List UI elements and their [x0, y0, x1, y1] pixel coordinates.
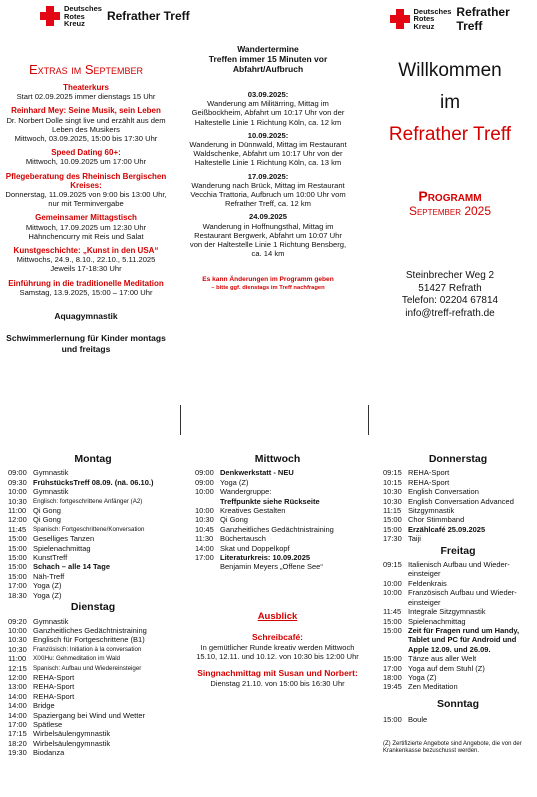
schedule-row — [8, 654, 178, 663]
schedule-row — [383, 664, 533, 673]
schedule-time: 15:00 — [8, 562, 27, 572]
extras-event — [4, 83, 168, 101]
extras-event — [4, 148, 168, 166]
extras-event-detail: Dr. Norbert Dolle singt live und erzählt aus dem Leben des Musikers — [6, 115, 166, 134]
schedule-time: 09:00 — [195, 477, 214, 487]
schedule-row — [383, 654, 533, 663]
schedule-row — [383, 468, 533, 477]
schedule-activity: REHA-Sport — [408, 477, 450, 487]
schedule-activity: KunstTreff — [33, 553, 68, 563]
wander-section — [188, 44, 348, 292]
extras-event-detail: Mittwoch, 10.09.2025 um 17:00 Uhr — [25, 157, 147, 167]
schedule-row — [8, 626, 178, 635]
extras-event-detail: Mittwoch, 17.09.2025 um 12:30 Uhr — [25, 222, 147, 232]
schedule-middle — [195, 455, 360, 688]
extras-event-detail: Mittwochs, 24.9., 8.10., 22.10., 5.11.2025 — [16, 255, 156, 265]
schedule-time: 11:15 — [383, 506, 402, 516]
schedule-row — [383, 673, 533, 682]
schedule-row — [383, 588, 533, 607]
day-heading-montag: Montag — [74, 453, 112, 465]
schedule-activity: Qi Gong — [33, 506, 61, 516]
schedule-row — [383, 560, 533, 579]
schedule-activity: Englisch: fortgeschrittene Anfänger (A2) — [33, 497, 143, 505]
schedule-activity: Yoga auf dem Stuhl (Z) — [408, 663, 485, 673]
extras-event — [4, 172, 168, 209]
extras-event-detail: Jeweils 17-18:30 Uhr — [50, 264, 122, 274]
schedule-time: 19:30 — [8, 748, 27, 758]
schedule-row — [383, 497, 533, 506]
schedule-time: 11:00 — [8, 506, 27, 516]
schedule-time: 17:30 — [383, 534, 402, 544]
schedule-activity: Taiji — [408, 534, 421, 544]
schedule-time: 14:00 — [8, 691, 27, 701]
schedule-activity: Französisch: Initiation à la conversation — [33, 645, 142, 653]
day-heading-freitag: Freitag — [440, 544, 476, 557]
extras-event-title: Theaterkurs — [63, 83, 109, 92]
extras-event-detail: Samstag, 13.9.2025, 15:00 – 17:00 Uhr — [19, 287, 153, 297]
extras-event — [4, 279, 168, 297]
schedule-activity: Skat und Doppelkopf — [220, 543, 290, 553]
schedule-row — [383, 506, 533, 515]
extras-event — [4, 246, 168, 274]
schedule-time: 12:15 — [8, 663, 27, 673]
drk-wordmark: Deutsches Rotes Kreuz — [413, 6, 452, 31]
schedule-time: 12:00 — [8, 672, 27, 682]
drk-logo-right — [390, 5, 537, 33]
schedule-time: 15:00 — [8, 553, 27, 563]
cover-section — [370, 60, 530, 320]
schedule-activity: REHA-Sport — [33, 672, 75, 682]
schedule-row — [8, 701, 178, 710]
schedule-activity: Treffpunkte siehe Rückseite — [220, 496, 320, 506]
extras-section — [4, 62, 168, 355]
schedule-activity: English Conversation Advanced — [408, 496, 514, 506]
schedule-activity: Chor Stimmband — [408, 515, 465, 525]
schedule-time: 10:00 — [8, 487, 27, 497]
schedule-activity: Italienisch Aufbau und Wieder-einsteiger — [408, 560, 510, 579]
ausblick-item-text: In gemütlicher Runde kreativ werden Mittwoch 15.10, 12.11. und 10.12. von 10:30 bis 12:00 Uhr — [196, 642, 359, 662]
schedule-time: 17:00 — [383, 663, 402, 673]
schedule-left — [8, 455, 178, 758]
column-divider — [368, 405, 369, 435]
schedule-row — [383, 617, 533, 626]
schedule-time: 15:00 — [383, 524, 402, 534]
schedule-time: 15:00 — [8, 534, 27, 544]
schedule-row — [195, 478, 360, 487]
schedule-row — [195, 562, 360, 571]
schedule-activity: Zen Meditation — [408, 682, 458, 692]
ausblick-title: Ausblick — [257, 610, 298, 622]
schedule-activity: Ganzheitliches Gedächtnistraining — [33, 625, 147, 635]
schedule-time: 10:00 — [383, 588, 402, 598]
schedule-time: 09:15 — [383, 560, 402, 570]
schedule-activity: Benjamin Meyers „Offene See“ — [220, 562, 323, 572]
schedule-activity: Schach – alle 14 Tage — [33, 562, 110, 572]
schedule-row — [8, 487, 178, 496]
extras-event-detail: Mittwoch, 03.09.2025, 15:00 bis 17:30 Uhr — [14, 134, 158, 144]
schedule-activity: Literaturkreis: 10.09.2025 — [220, 553, 311, 563]
schedule-time: 09:00 — [195, 468, 214, 478]
schedule-activity: Zeit für Fragen rund um Handy, Tablet und PC für Android und Apple 12.09. und 26.09. — [408, 625, 520, 654]
schedule-row — [383, 682, 533, 691]
extras-event-detail: Donnerstag, 11.09.2025 von 9:00 bis 13:00 Uhr, nur mit Terminvergabe — [5, 190, 167, 209]
schedule-activity: Ganzheitliches Gedächtnistraining — [220, 524, 334, 534]
schedule-time: 18:20 — [8, 738, 27, 748]
column-divider — [180, 405, 181, 435]
month-title: September 2025 — [408, 204, 492, 218]
schedule-activity: FrühstücksTreff 08.09. (nä. 06.10.) — [33, 477, 154, 487]
schedule-time: 15:00 — [383, 715, 402, 725]
schedule-time: 18:30 — [8, 590, 27, 600]
schedule-activity: Denkwerkstatt - NEU — [220, 468, 294, 478]
schedule-row — [8, 572, 178, 581]
schedule-row — [8, 562, 178, 571]
schedule-time: 09:15 — [383, 468, 402, 478]
schedule-activity: Spanisch: Aufbau und Wiedereinsteiger — [33, 664, 142, 672]
schedule-time — [195, 562, 220, 571]
schedule-time: 10:15 — [383, 477, 402, 487]
schedule-activity: Wandergruppe: — [220, 487, 272, 497]
schedule-row — [195, 497, 360, 506]
schedule-time: 19:45 — [383, 682, 402, 692]
day-heading-dienstag: Dienstag — [70, 601, 116, 614]
extras-event-detail: Hähnchencurry mit Reis und Salat — [28, 231, 144, 241]
schedule-time: 18:00 — [383, 672, 402, 682]
schedule-activity: Wirbelsäulengymnastik — [33, 729, 111, 739]
wander-item — [188, 131, 348, 168]
schedule-row — [383, 579, 533, 588]
schedule-time: 15:00 — [383, 616, 402, 626]
schedule-activity: Büchertausch — [220, 534, 266, 544]
schedule-row — [195, 534, 360, 543]
schedule-activity: Wirbelsäulengymnastik — [33, 738, 111, 748]
schedule-time: 09:30 — [8, 477, 27, 487]
schedule-activity: Erzählcafé 25.09.2025 — [408, 524, 486, 534]
wander-title: Wandertermine — [237, 44, 299, 54]
schedule-activity: REHA-Sport — [408, 468, 450, 478]
schedule-activity: Qi Gong — [220, 515, 248, 525]
schedule-activity: REHA-Sport — [33, 691, 75, 701]
ausblick-section — [195, 612, 360, 688]
schedule-time — [195, 497, 220, 506]
wander-subtitle: Treffen immer 15 Minuten vor Abfahrt/Aufbruch — [208, 54, 328, 74]
schedule-time: 17:00 — [195, 553, 214, 563]
schedule-activity: Näh-Treff — [33, 571, 65, 581]
extras-event-title: Gemeinsamer Mittagstisch — [35, 213, 137, 223]
certified-footnote: (Z) Zertifizierte Angebote sind Angebote, die von der Krankenkasse bezuschusst werden. — [383, 740, 522, 755]
schedule-row — [195, 506, 360, 515]
brand-name: Refrather Treff — [456, 5, 510, 33]
schedule-time: 11:00 — [8, 654, 27, 664]
schedule-row — [8, 591, 178, 600]
schedule-activity: Sitzgymnastik — [408, 506, 455, 516]
program-change-note: Es kann Änderungen im Programm geben – bitte ggf. dienstags im Treff nachfragen — [202, 276, 334, 292]
place-name: Refrather Treff — [388, 124, 512, 145]
schedule-time: 15:00 — [383, 625, 402, 635]
schedule-activity: Kreatives Gestalten — [220, 506, 286, 516]
schedule-time: 10:00 — [383, 578, 402, 588]
schedule-row — [195, 525, 360, 534]
schedule-row — [8, 581, 178, 590]
schedule-row — [8, 673, 178, 682]
wander-description: Wanderung am Militärring, Mittag im Geißbockheim, Abfahrt um 10:17 Uhr von der Haltestelle Linie 1 Richtung Köln, ca. 12 km — [191, 99, 345, 127]
drk-wordmark: Deutsches Rotes Kreuz — [64, 4, 102, 28]
schedule-row — [8, 729, 178, 738]
schedule-time: 11:45 — [383, 607, 402, 617]
ausblick-item-title: Singnachmittag mit Susan und Norbert: — [197, 667, 358, 678]
wander-date: 10.09.2025: — [247, 130, 289, 140]
schedule-row — [8, 617, 178, 626]
schedule-time: 10:30 — [8, 635, 27, 645]
schedule-row — [383, 534, 533, 543]
schedule-row — [195, 553, 360, 562]
schedule-activity: Yoga (Z) — [33, 581, 62, 591]
schedule-row — [8, 739, 178, 748]
schedule-time: 10:30 — [195, 515, 214, 525]
red-cross-icon — [40, 6, 60, 26]
schedule-activity: Yoga (Z) — [33, 590, 62, 600]
schedule-time: 10:30 — [8, 496, 27, 506]
address-block: Steinbrecher Weg 2 51427 Refrath Telefon: 02204 67814 info@treff-refrath.de — [401, 270, 499, 319]
schedule-row — [8, 544, 178, 553]
wander-description: Wanderung in Hoffnungsthal, Mittag im Restaurant Bergwerk, Abfahrt um 10:07 Uhr von der Haltestelle Linie 1 Richtung Bensberg, ca. 14 km — [189, 221, 347, 259]
schedule-activity: Französisch Aufbau und Wieder-einsteiger — [408, 588, 517, 607]
schedule-row — [383, 487, 533, 496]
schedule-row — [8, 468, 178, 477]
extras-event-title: Kunstgeschichte: „Kunst in den USA“ — [13, 246, 159, 256]
red-cross-icon — [390, 9, 409, 29]
extras-event-title: Speed Dating 60+: — [51, 148, 121, 158]
day-heading-sonntag: Sonntag — [437, 697, 479, 710]
schedule-row — [8, 553, 178, 562]
schedule-time: 11:45 — [8, 524, 27, 534]
schedule-time: 14:00 — [8, 710, 27, 720]
schedule-row — [8, 525, 178, 534]
schedule-row — [8, 515, 178, 524]
schedule-time: 11:30 — [195, 534, 214, 544]
wander-date: 03.09.2025: — [247, 90, 289, 99]
schedule-time: 15:00 — [8, 571, 27, 581]
aqua-label: Aquagymnastik — [54, 311, 118, 322]
schedule-activity: Integrale Sitzgymnastik — [408, 607, 486, 617]
wander-description: Wanderung nach Brück, Mittag im Restaurant Vecchia Trattoria, Aufbruch um 10:00 Uhr vom Refrather Treff, ca. 12 km — [190, 180, 346, 209]
schedule-time: 09:00 — [8, 468, 27, 478]
schedule-activity: Yoga (Z) — [408, 672, 437, 682]
schedule-activity: Spielenachmittag — [408, 616, 466, 626]
extras-event-title: Reinhard Mey: Seine Musik, sein Leben — [11, 106, 161, 116]
schedule-row — [8, 478, 178, 487]
schedule-row — [8, 664, 178, 673]
schedule-time: 15:00 — [383, 515, 402, 525]
schedule-activity: Spanisch: Fortgeschrittene/Konversation — [33, 525, 145, 533]
schedule-row — [8, 534, 178, 543]
schedule-activity: REHA-Sport — [33, 682, 75, 692]
wander-description: Wanderung in Dünnwald, Mittag im Restaurant Waldschenke, Abfahrt um 10:17 Uhr von der Haltestelle Linie 1 Richtung Köln, ca. 13 km — [189, 140, 347, 168]
extras-event-title: Pflegeberatung des Rheinisch Bergischen Kreises: — [5, 171, 167, 190]
schedule-right — [383, 455, 533, 756]
schedule-row — [8, 711, 178, 720]
wander-item — [188, 90, 348, 127]
schedule-activity: English Conversation — [408, 487, 479, 497]
schedule-time: 14:00 — [195, 543, 214, 553]
schedule-activity: Bridge — [33, 701, 55, 711]
wander-item — [188, 212, 348, 258]
schedule-row — [383, 626, 533, 654]
schedule-row — [8, 748, 178, 757]
schedule-time: 09:20 — [8, 616, 27, 626]
schedule-activity: Yoga (Z) — [220, 477, 249, 487]
programm-title: Programm — [418, 188, 482, 204]
schedule-row — [8, 506, 178, 515]
day-heading-mittwoch: Mittwoch — [254, 453, 301, 465]
schedule-time: 10:00 — [195, 487, 214, 497]
ausblick-item-title: Schreibcafé: — [251, 632, 304, 643]
brand-name: Refrather Treff — [106, 9, 190, 24]
schedule-activity: Boule — [408, 715, 428, 725]
schedule-time: 10:00 — [195, 506, 214, 516]
schedule-time: 10:30 — [383, 496, 402, 506]
schedule-time: 12:00 — [8, 515, 27, 525]
schedule-activity: Englisch für Fortgeschrittene (B1) — [33, 635, 145, 645]
wander-date: 24.09.2025 — [248, 212, 287, 222]
schedule-row — [8, 682, 178, 691]
schedule-time: 10:00 — [8, 625, 27, 635]
ausblick-item-text: Dienstag 21.10. von 15:00 bis 16:30 Uhr — [210, 678, 345, 688]
schedule-row — [383, 525, 533, 534]
schedule-time: 15:00 — [383, 654, 402, 664]
schedule-time: 14:00 — [8, 701, 27, 711]
schedule-row — [195, 487, 360, 496]
swim-label: Schwimmerlernung für Kinder montags und freitags — [6, 333, 166, 355]
schedule-activity: Gymnastik — [33, 468, 69, 478]
schedule-row — [383, 515, 533, 524]
schedule-activity: Tänze aus aller Welt — [408, 654, 477, 664]
schedule-activity: Spätlese — [33, 719, 63, 729]
extras-event-title: Einführung in die traditionelle Meditation — [8, 278, 164, 288]
schedule-time: 10:45 — [195, 524, 214, 534]
schedule-activity: Feldenkrais — [408, 578, 447, 588]
schedule-activity: Geselliges Tanzen — [33, 534, 95, 544]
schedule-time: 17:00 — [8, 719, 27, 729]
extras-event — [4, 106, 168, 143]
wander-item — [188, 172, 348, 209]
schedule-row — [383, 607, 533, 616]
schedule-row — [195, 544, 360, 553]
welcome-im: im — [439, 92, 461, 113]
schedule-row — [8, 645, 178, 654]
schedule-row — [195, 468, 360, 477]
schedule-row — [8, 497, 178, 506]
schedule-activity: Gymnastik — [33, 487, 69, 497]
schedule-time: 17:00 — [8, 581, 27, 591]
schedule-row — [383, 715, 533, 724]
welcome-heading: Willkommen — [398, 60, 502, 81]
schedule-row — [383, 478, 533, 487]
drk-logo-left — [40, 5, 190, 28]
wander-date: 17.09.2025: — [247, 171, 289, 181]
schedule-time: 15:00 — [8, 543, 27, 553]
schedule-time: 10:30 — [8, 644, 27, 654]
schedule-time: 13:00 — [8, 682, 27, 692]
schedule-activity: Biodanza — [33, 748, 65, 758]
extras-event — [4, 213, 168, 241]
extras-title: Extras im September — [28, 62, 144, 77]
schedule-row — [8, 635, 178, 644]
schedule-row — [8, 720, 178, 729]
schedule-activity: Qi Gong — [33, 515, 61, 525]
schedule-activity: XIXIHu: Gehmeditation im Wald — [33, 655, 121, 663]
schedule-activity: Gymnastik — [33, 616, 69, 626]
extras-event-detail: Start 02.09.2025 immer dienstags 15 Uhr — [16, 92, 156, 102]
day-heading-donnerstag: Donnerstag — [428, 453, 488, 465]
schedule-time: 17:15 — [8, 729, 27, 739]
schedule-activity: Spaziergang bei Wind und Wetter — [33, 710, 146, 720]
schedule-activity: Spielenachmittag — [33, 543, 91, 553]
schedule-row — [195, 515, 360, 524]
schedule-row — [8, 692, 178, 701]
schedule-time: 10:30 — [383, 487, 402, 497]
